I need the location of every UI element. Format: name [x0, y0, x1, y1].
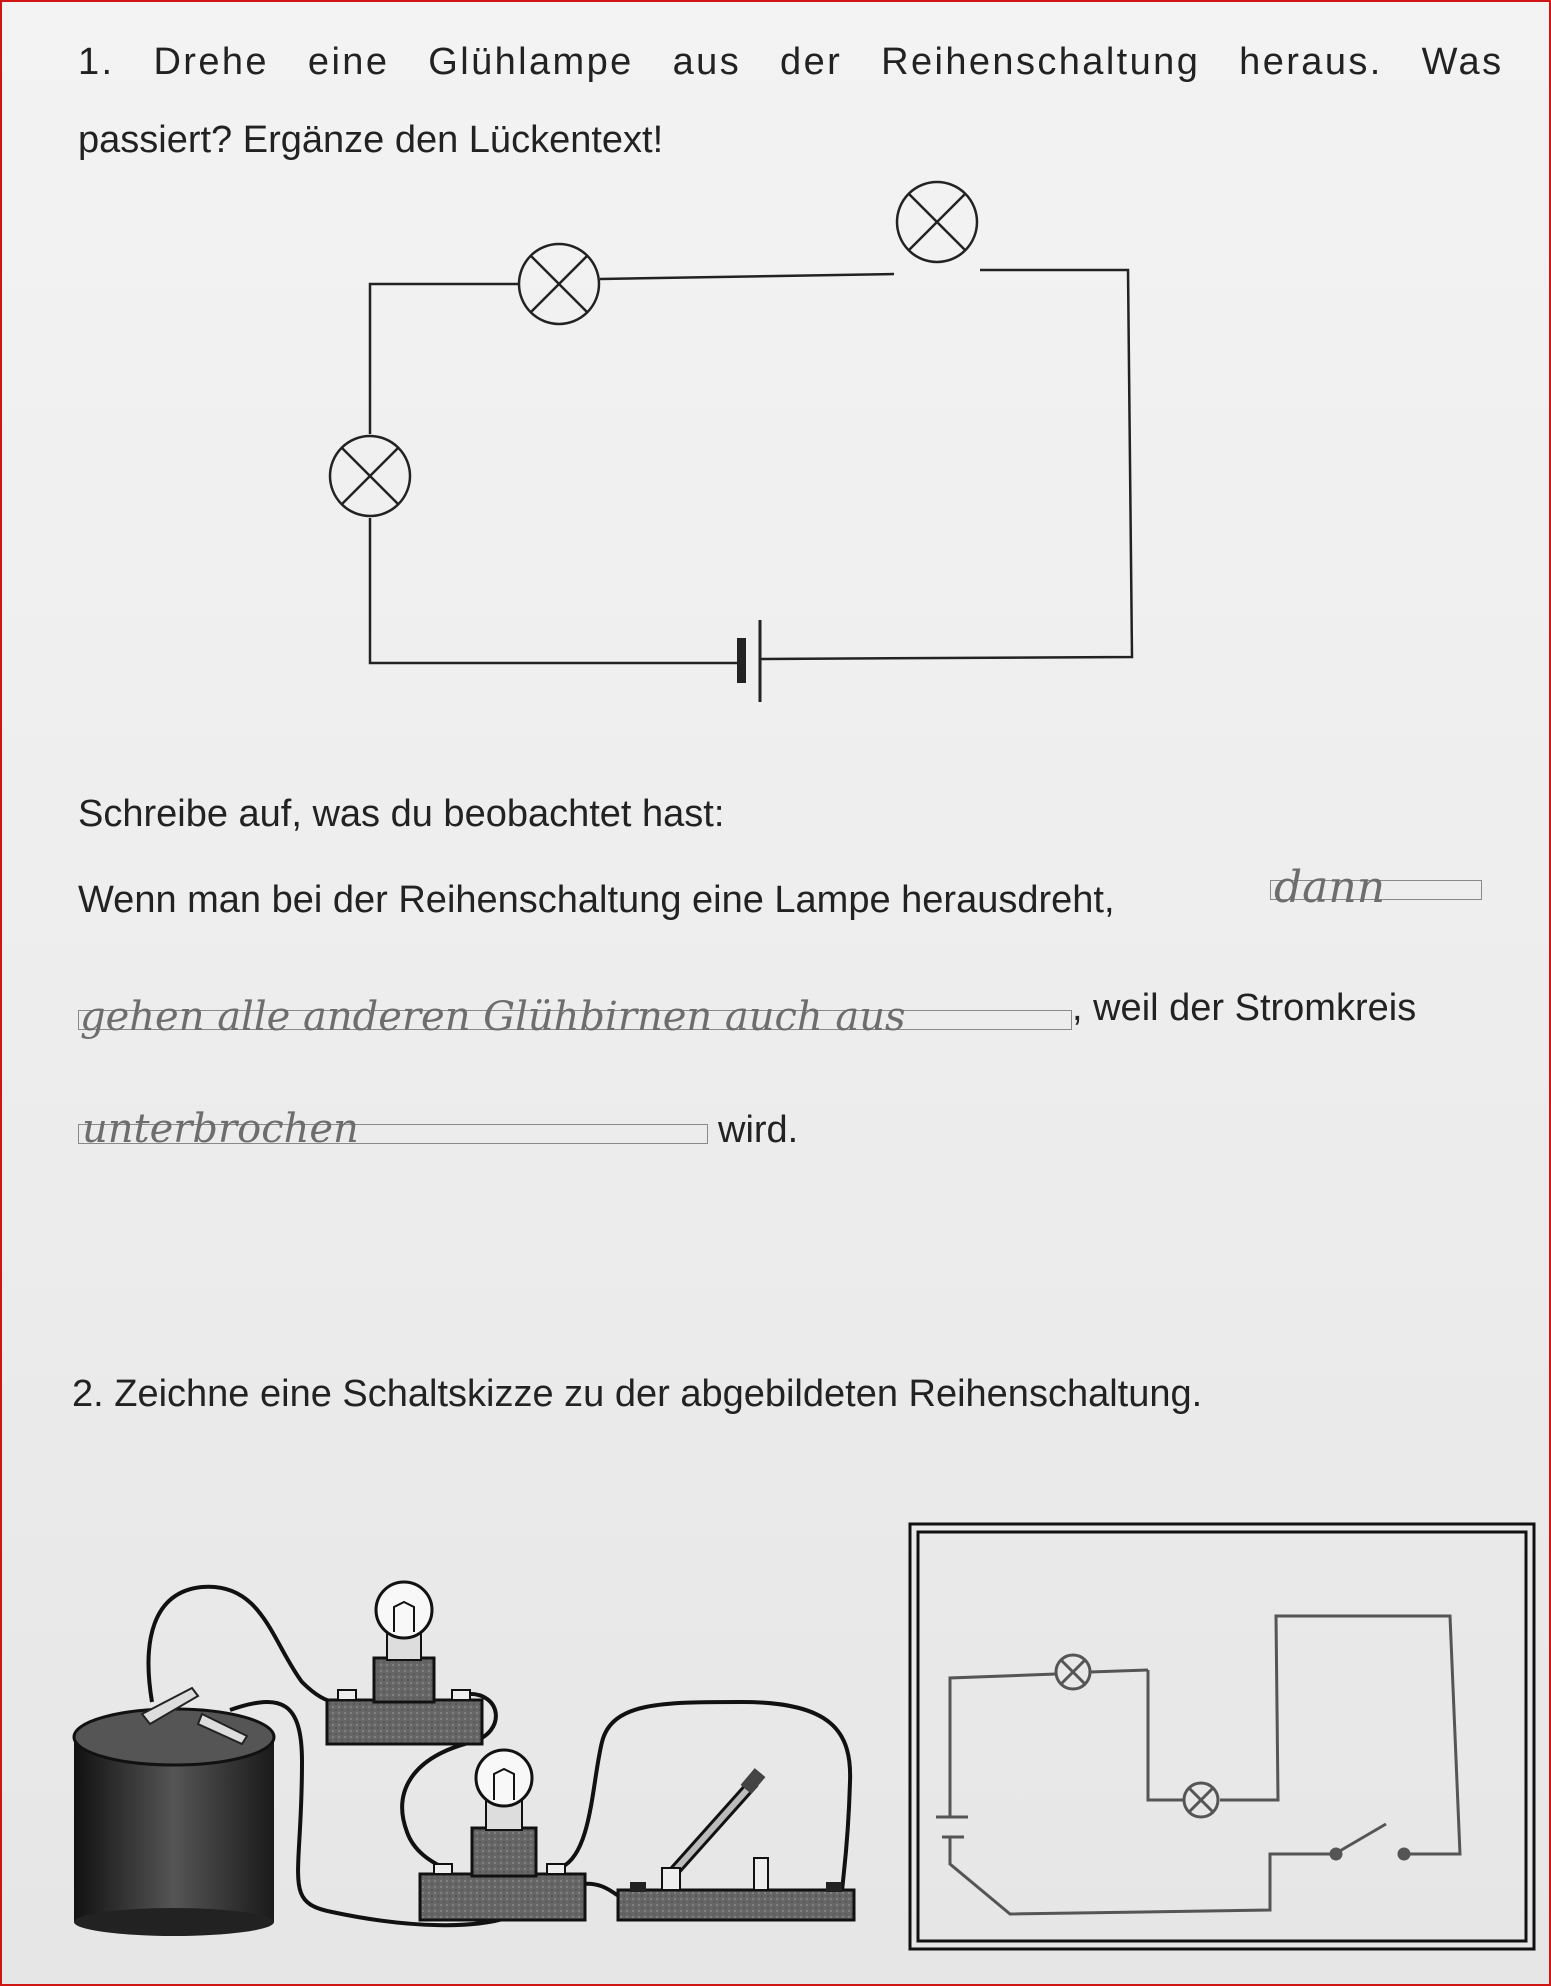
hand-drawn-schematic [936, 1616, 1460, 1914]
task1-line1: 1. Drehe eine Glühlampe aus der Reihenschaltung heraus. Was [78, 41, 1504, 83]
sentence-part2: , weil der Stromkreis [1072, 987, 1417, 1029]
answer-text-2: gehen alle anderen Glühbirnen auch aus [80, 994, 906, 1040]
task1-line2: passiert? Ergänze den Lückentext! [78, 119, 664, 161]
answer-text-1: dann [1274, 862, 1386, 913]
sentence-part3: wird. [718, 1109, 799, 1151]
sentence-part1: Wenn man bei der Reihenschaltung eine Lampe herausdreht, [78, 879, 1115, 921]
observe-heading: Schreibe auf, was du beobachtet hast: [78, 793, 725, 835]
answer-drawing-frame[interactable] [2, 2, 1551, 1986]
task2-instruction: 2. Zeichne eine Schaltskizze zu der abgebildeten Reihenschaltung. [72, 1373, 1203, 1415]
answer-text-3: unterbrochen [82, 1106, 359, 1152]
